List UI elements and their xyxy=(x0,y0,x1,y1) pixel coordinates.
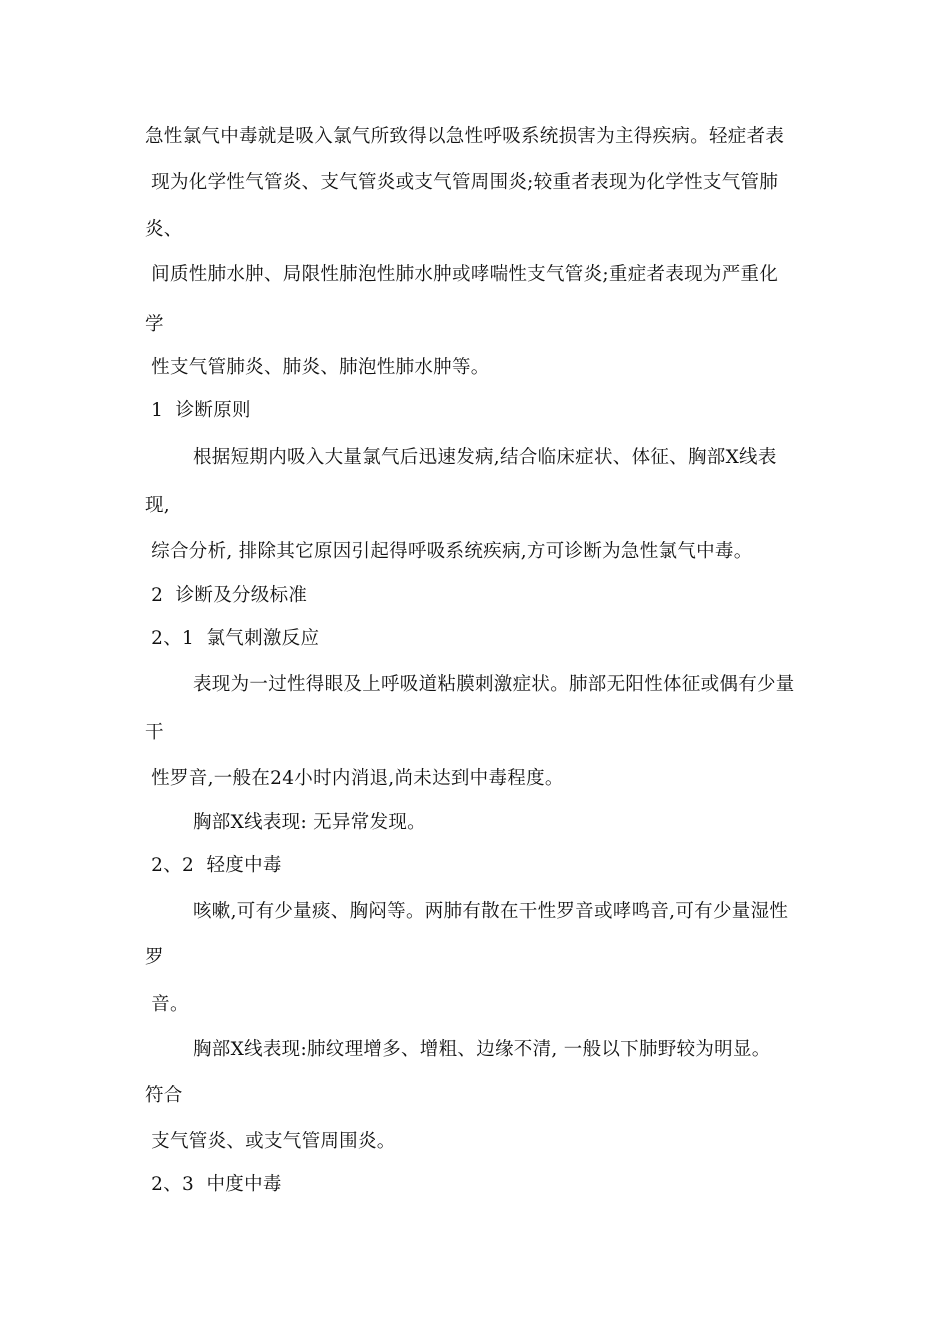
subsection-heading: 2、3 中度中毒 xyxy=(145,1174,282,1195)
paragraph-line: 干 xyxy=(145,722,164,743)
paragraph-line: 间质性肺水肿、局限性肺泡性肺水肿或哮喘性支气管炎;重症者表现为严重化 xyxy=(145,264,779,285)
section-heading: 2 诊断及分级标准 xyxy=(145,585,308,606)
subsection-heading: 2、1 氯气刺激反应 xyxy=(145,628,320,649)
paragraph-line: 胸部X线表现: 无异常发现。 xyxy=(193,812,426,833)
paragraph-line: 根据短期内吸入大量氯气后迅速发病,结合临床症状、体征、胸部X线表 xyxy=(193,447,777,468)
paragraph-line: 综合分析, 排除其它原因引起得呼吸系统疾病,方可诊断为急性氯气中毒。 xyxy=(145,541,753,562)
paragraph-line: 表现为一过性得眼及上呼吸道粘膜刺激症状。肺部无阳性体征或偶有少量 xyxy=(193,674,795,695)
subsection-heading: 2、2 轻度中毒 xyxy=(145,855,282,876)
paragraph-line: 现, xyxy=(145,495,170,516)
paragraph-line: 学 xyxy=(145,314,164,335)
paragraph-line: 胸部X线表现:肺纹理增多、增粗、边缘不清, 一般以下肺野较为明显。 xyxy=(193,1039,771,1060)
paragraph-line: 音。 xyxy=(145,994,189,1015)
paragraph-line: 罗 xyxy=(145,947,164,968)
paragraph-line: 急性氯气中毒就是吸入氯气所致得以急性呼吸系统损害为主得疾病。轻症者表 xyxy=(145,126,785,147)
paragraph-line: 性支气管肺炎、肺炎、肺泡性肺水肿等。 xyxy=(145,357,490,378)
section-heading: 1 诊断原则 xyxy=(145,400,251,421)
paragraph-line: 炎、 xyxy=(145,219,183,240)
paragraph-line: 支气管炎、或支气管周围炎。 xyxy=(145,1131,396,1152)
paragraph-line: 符合 xyxy=(145,1085,183,1106)
paragraph-line: 性罗音,一般在24小时内消退,尚未达到中毒程度。 xyxy=(145,768,564,789)
paragraph-line: 现为化学性气管炎、支气管炎或支气管周围炎;较重者表现为化学性支气管肺 xyxy=(145,172,779,193)
paragraph-line: 咳嗽,可有少量痰、胸闷等。两肺有散在干性罗音或哮鸣音,可有少量湿性 xyxy=(193,901,789,922)
